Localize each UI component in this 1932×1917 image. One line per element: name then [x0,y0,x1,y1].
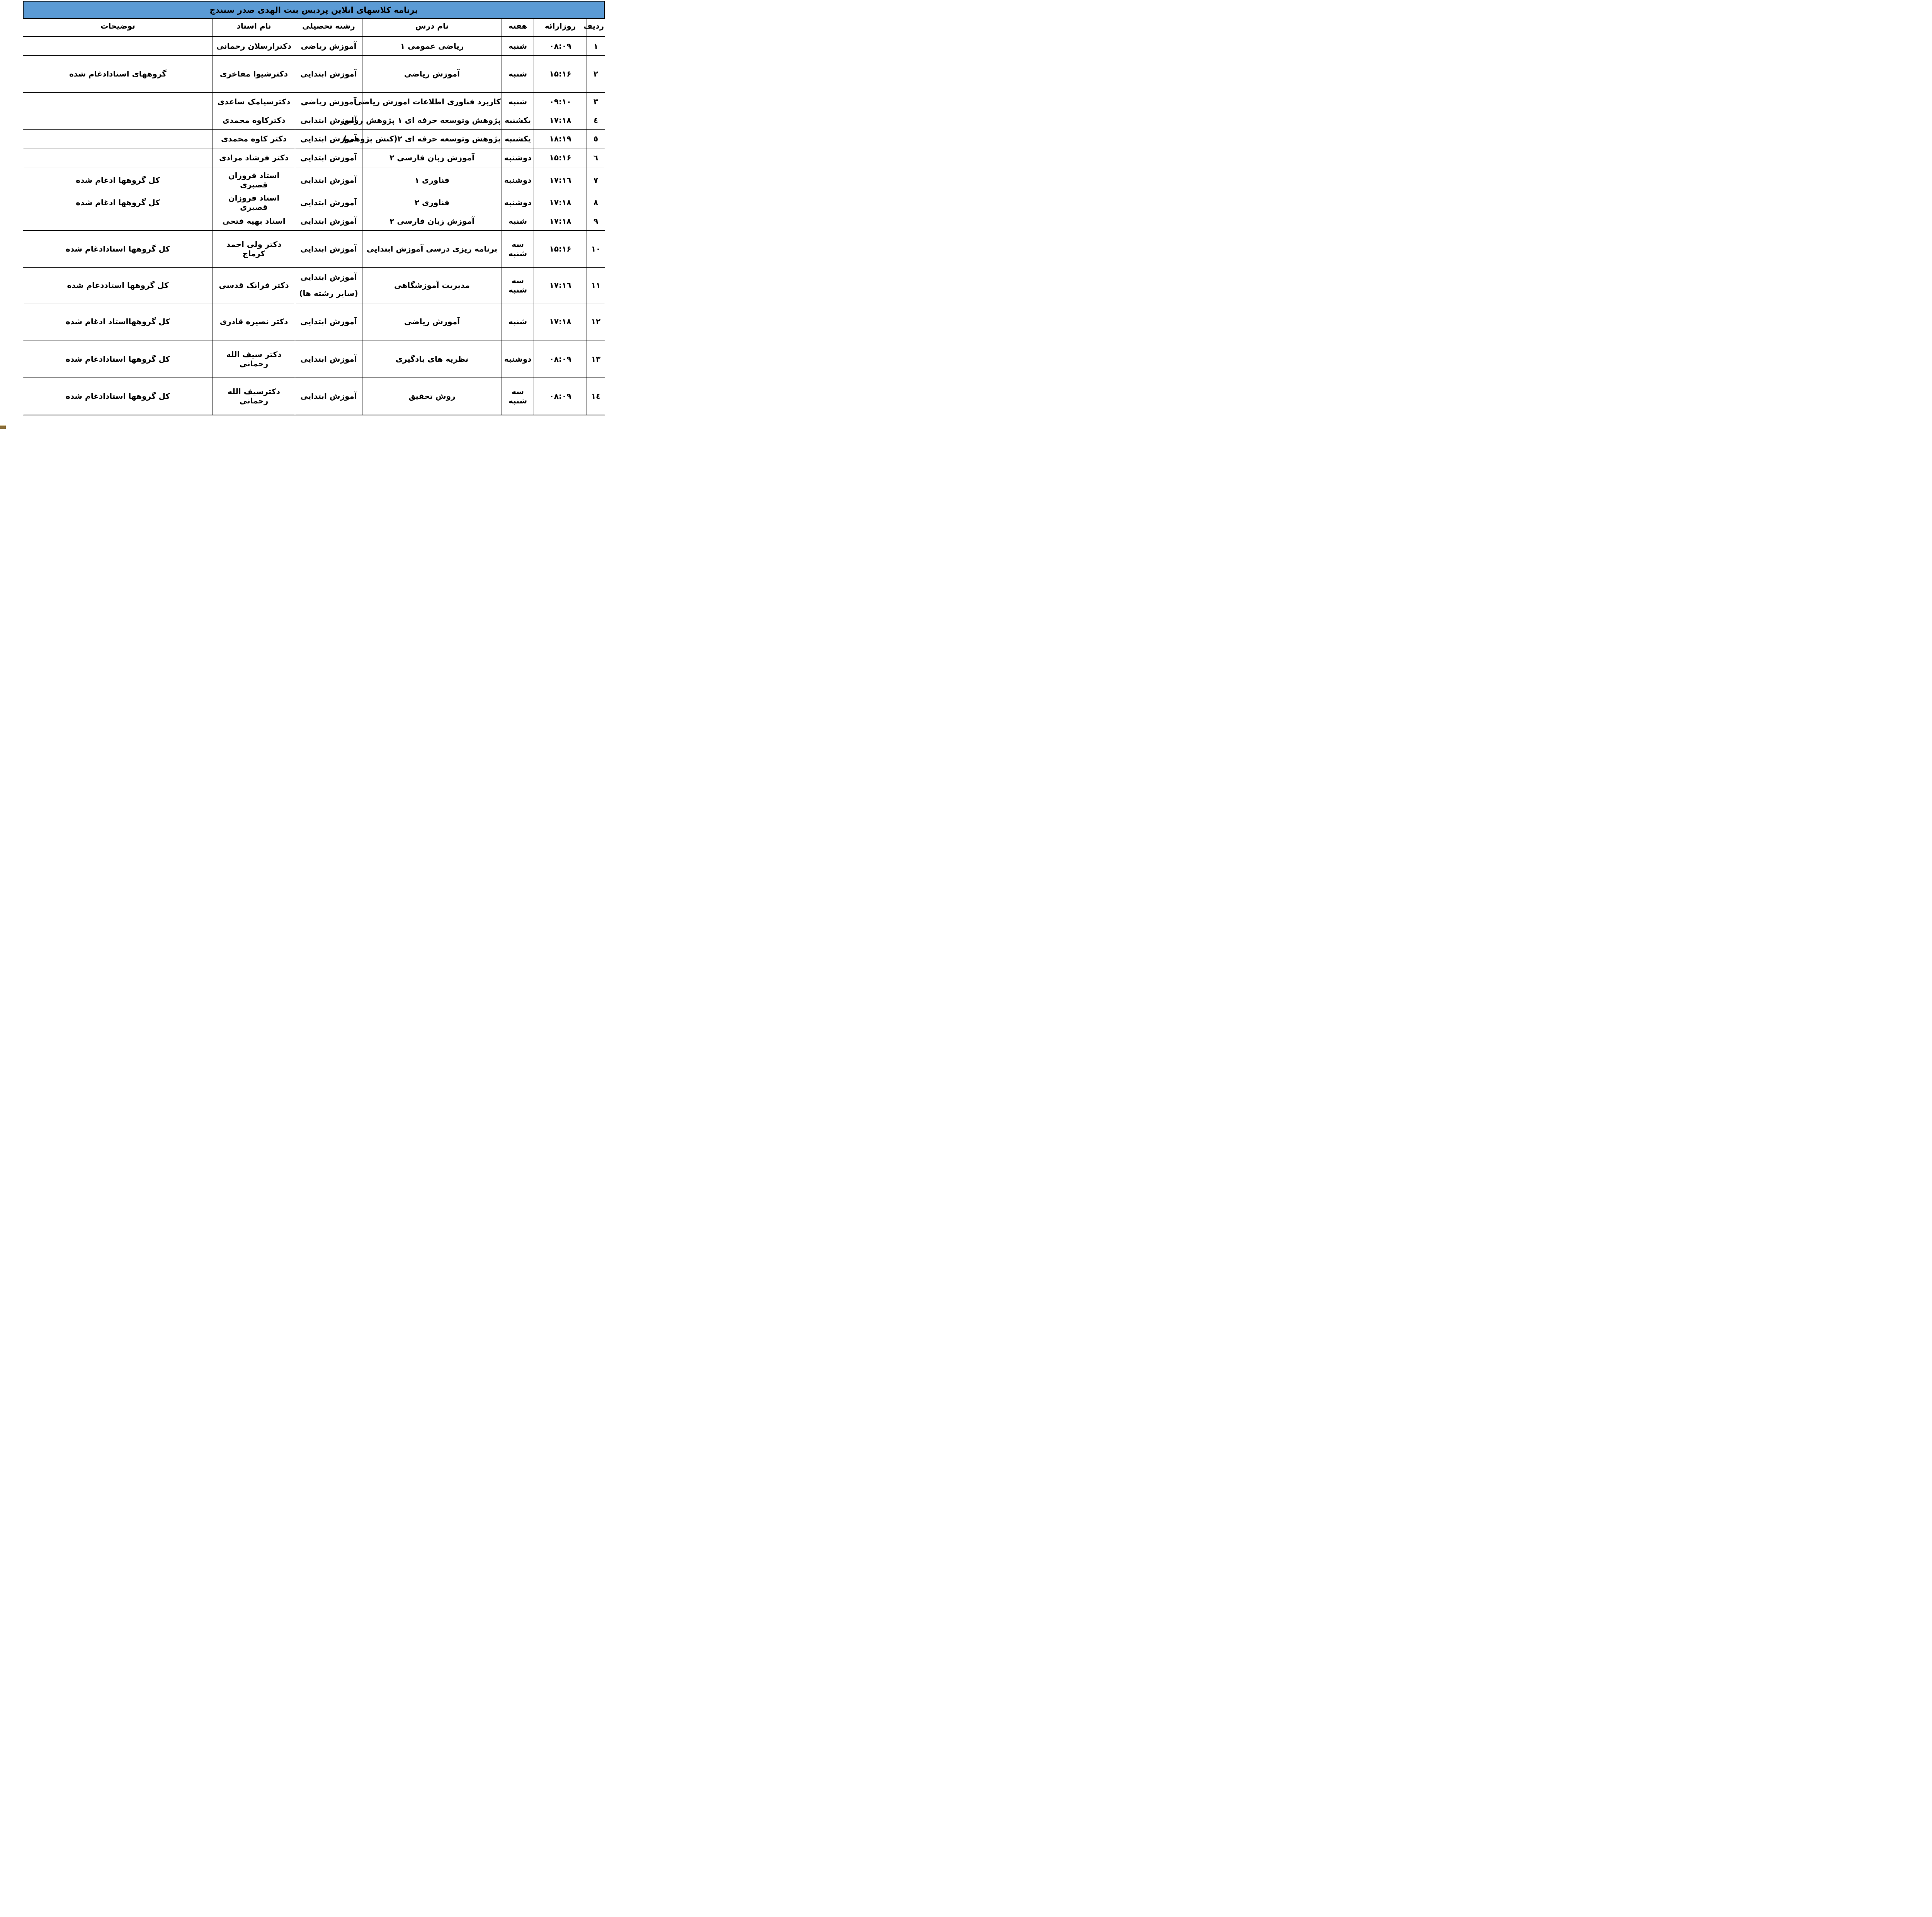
cell-course: کاربرد فناوری اطلاعات اموزش ریاضی [362,92,502,111]
cell-course: ریاضی عمومی ۱ [362,36,502,55]
schedule-sheet [23,1,605,415]
cell-field: آموزش ابتدایی [295,230,362,267]
cell-row: ۷ [587,167,605,193]
cell-course: آموزش ریاضی [362,303,502,340]
cell-day: دوشنبه [502,193,534,212]
cell-course: آموزش ریاضی [362,55,502,92]
cell-notes: کل گروهها استاددغام شده [23,267,213,303]
cell-notes [23,36,213,55]
cell-row: ۱۰ [587,230,605,267]
cell-time: ۱۷:۱۸ [534,212,587,230]
cell-field: آموزش ابتدایی [295,378,362,415]
table-row [23,267,605,303]
cell-notes [23,92,213,111]
cell-field-line2: (سایر رشته ها) [299,289,358,298]
cell-time: ۱۸:۱۹ [534,129,587,148]
cell-day: سه شنبه [502,230,534,267]
cell-notes: کل گروهها استادادغام شده [23,378,213,415]
table-row [23,92,605,111]
cell-day: یکشنبه [502,111,534,129]
table-row [23,378,605,415]
cell-time: ۰۸:۰۹ [534,340,587,378]
cell-time: ۰۸:۰۹ [534,378,587,415]
cell-field: آموزش ابتدایی [295,340,362,378]
cell-course: برنامه ریزی درسی آموزش ابتدایی [362,230,502,267]
cell-course: آموزش زبان فارسی ۲ [362,212,502,230]
cell-time: ۱۷:۱۸ [534,111,587,129]
table-body [23,36,605,415]
cell-day: شنبه [502,212,534,230]
cell-row: ۹ [587,212,605,230]
cell-field: آموزش ابتدایی [295,212,362,230]
table-row [23,193,605,212]
header-row [23,19,605,36]
sheet-tab-marker [0,425,6,429]
cell-field: آموزش ابتدایی [295,167,362,193]
cell-teacher: استاد فروزان قصیری [213,193,295,212]
header-course: نام درس [362,19,502,36]
cell-time: ۱۵:۱۶ [534,230,587,267]
cell-row: ٥ [587,129,605,148]
table-row [23,230,605,267]
cell-teacher: دکترارسلان رحمانی [213,36,295,55]
header-field: رشته تحصیلی [295,19,362,36]
cell-notes [23,129,213,148]
header-time: روزارائه [534,19,587,36]
cell-course: فناوری ۱ [362,167,502,193]
table-row [23,340,605,378]
cell-course: روش تحقیق [362,378,502,415]
cell-course: پژوهش وتوسعه حرفه ای ۲(کنش پژوهی) [362,129,502,148]
cell-teacher: دکتر فرانک قدسی [213,267,295,303]
cell-field: آموزش ریاضی [295,92,362,111]
cell-day: دوشنبه [502,340,534,378]
cell-time: ۱٦:۱۷ [534,267,587,303]
cell-notes [23,148,213,167]
cell-notes: گروههای استادادغام شده [23,55,213,92]
cell-notes: کل گروهها ادغام شده [23,167,213,193]
cell-row: ۱ [587,36,605,55]
page-title: برنامه کلاسهای انلاین پردیس بنت الهدی صدر سنندج [23,1,605,18]
cell-time: ۱٦:۱۷ [534,167,587,193]
cell-course: آموزش زبان فارسی ۲ [362,148,502,167]
cell-teacher: استاد فروزان قصیری [213,167,295,193]
cell-field: آموزش ابتدایی [295,111,362,129]
table-row [23,129,605,148]
cell-notes: کل گروهها ادغام شده [23,193,213,212]
cell-teacher: دکترسیف الله رحمانی [213,378,295,415]
schedule-table [23,18,605,415]
cell-notes: کل گروهها استادادغام شده [23,340,213,378]
cell-time: ۱۷:۱۸ [534,193,587,212]
cell-row: ۱۱ [587,267,605,303]
cell-notes [23,111,213,129]
table-row [23,111,605,129]
cell-field: آموزش ابتدایی [295,129,362,148]
cell-day: یکشنبه [502,129,534,148]
cell-row: ۱٤ [587,378,605,415]
header-teacher: نام استاد [213,19,295,36]
cell-day: شنبه [502,55,534,92]
cell-row: ۱۲ [587,303,605,340]
cell-row: ٦ [587,148,605,167]
cell-teacher: دکتر فرشاد مرادی [213,148,295,167]
table-row [23,36,605,55]
cell-course: پژوهش وتوسعه حرفه ای ۱ پژوهش روایی [362,111,502,129]
cell-row: ۲ [587,55,605,92]
cell-teacher: دکترکاوه محمدی [213,111,295,129]
table-row [23,148,605,167]
cell-teacher: دکتر ولی احمد کرماج [213,230,295,267]
cell-time: ۱۵:۱۶ [534,148,587,167]
cell-time: ۱۵:۱۶ [534,55,587,92]
cell-teacher: دکتر نصیره قادری [213,303,295,340]
cell-time: ۰۹:۱۰ [534,92,587,111]
cell-field: آموزش ابتدایی [295,55,362,92]
cell-field-line1: آموزش ابتدایی [300,272,357,282]
cell-time: ۰۸:۰۹ [534,36,587,55]
cell-course: مدیریت آموزشگاهی [362,267,502,303]
cell-teacher: دکترسیامک ساعدی [213,92,295,111]
cell-field: آموزش ابتدایی [295,193,362,212]
header-day: هفته [502,19,534,36]
cell-notes: کل گروهها استادادغام شده [23,230,213,267]
cell-day: شنبه [502,92,534,111]
cell-field: آموزش ریاضی [295,36,362,55]
table-row [23,212,605,230]
cell-course: فناوری ۲ [362,193,502,212]
cell-teacher: دکترشیوا مفاخری [213,55,295,92]
header-row-number: ردیف [587,19,605,36]
cell-day: شنبه [502,303,534,340]
cell-course: نظریه های یادگیری [362,340,502,378]
table-row [23,55,605,92]
table-row [23,303,605,340]
cell-field: آموزش ابتدایی [295,148,362,167]
cell-row: ۳ [587,92,605,111]
cell-teacher: استاد بهیه فتحی [213,212,295,230]
cell-teacher: دکتر کاوه محمدی [213,129,295,148]
cell-row: ۱۳ [587,340,605,378]
cell-field: آموزش ابتدایی [295,303,362,340]
cell-day: دوشنبه [502,167,534,193]
cell-teacher: دکتر سیف الله رحمانی [213,340,295,378]
cell-row: ٤ [587,111,605,129]
cell-time: ۱۷:۱۸ [534,303,587,340]
cell-day: دوشنبه [502,148,534,167]
cell-day: سه شنبه [502,267,534,303]
header-notes: توضیحات [23,19,213,36]
cell-day: سه شنبه [502,378,534,415]
table-row [23,167,605,193]
cell-notes [23,212,213,230]
cell-row: ۸ [587,193,605,212]
cell-notes: کل گروههااستاد ادغام شده [23,303,213,340]
cell-field [295,267,362,303]
cell-day: شنبه [502,36,534,55]
